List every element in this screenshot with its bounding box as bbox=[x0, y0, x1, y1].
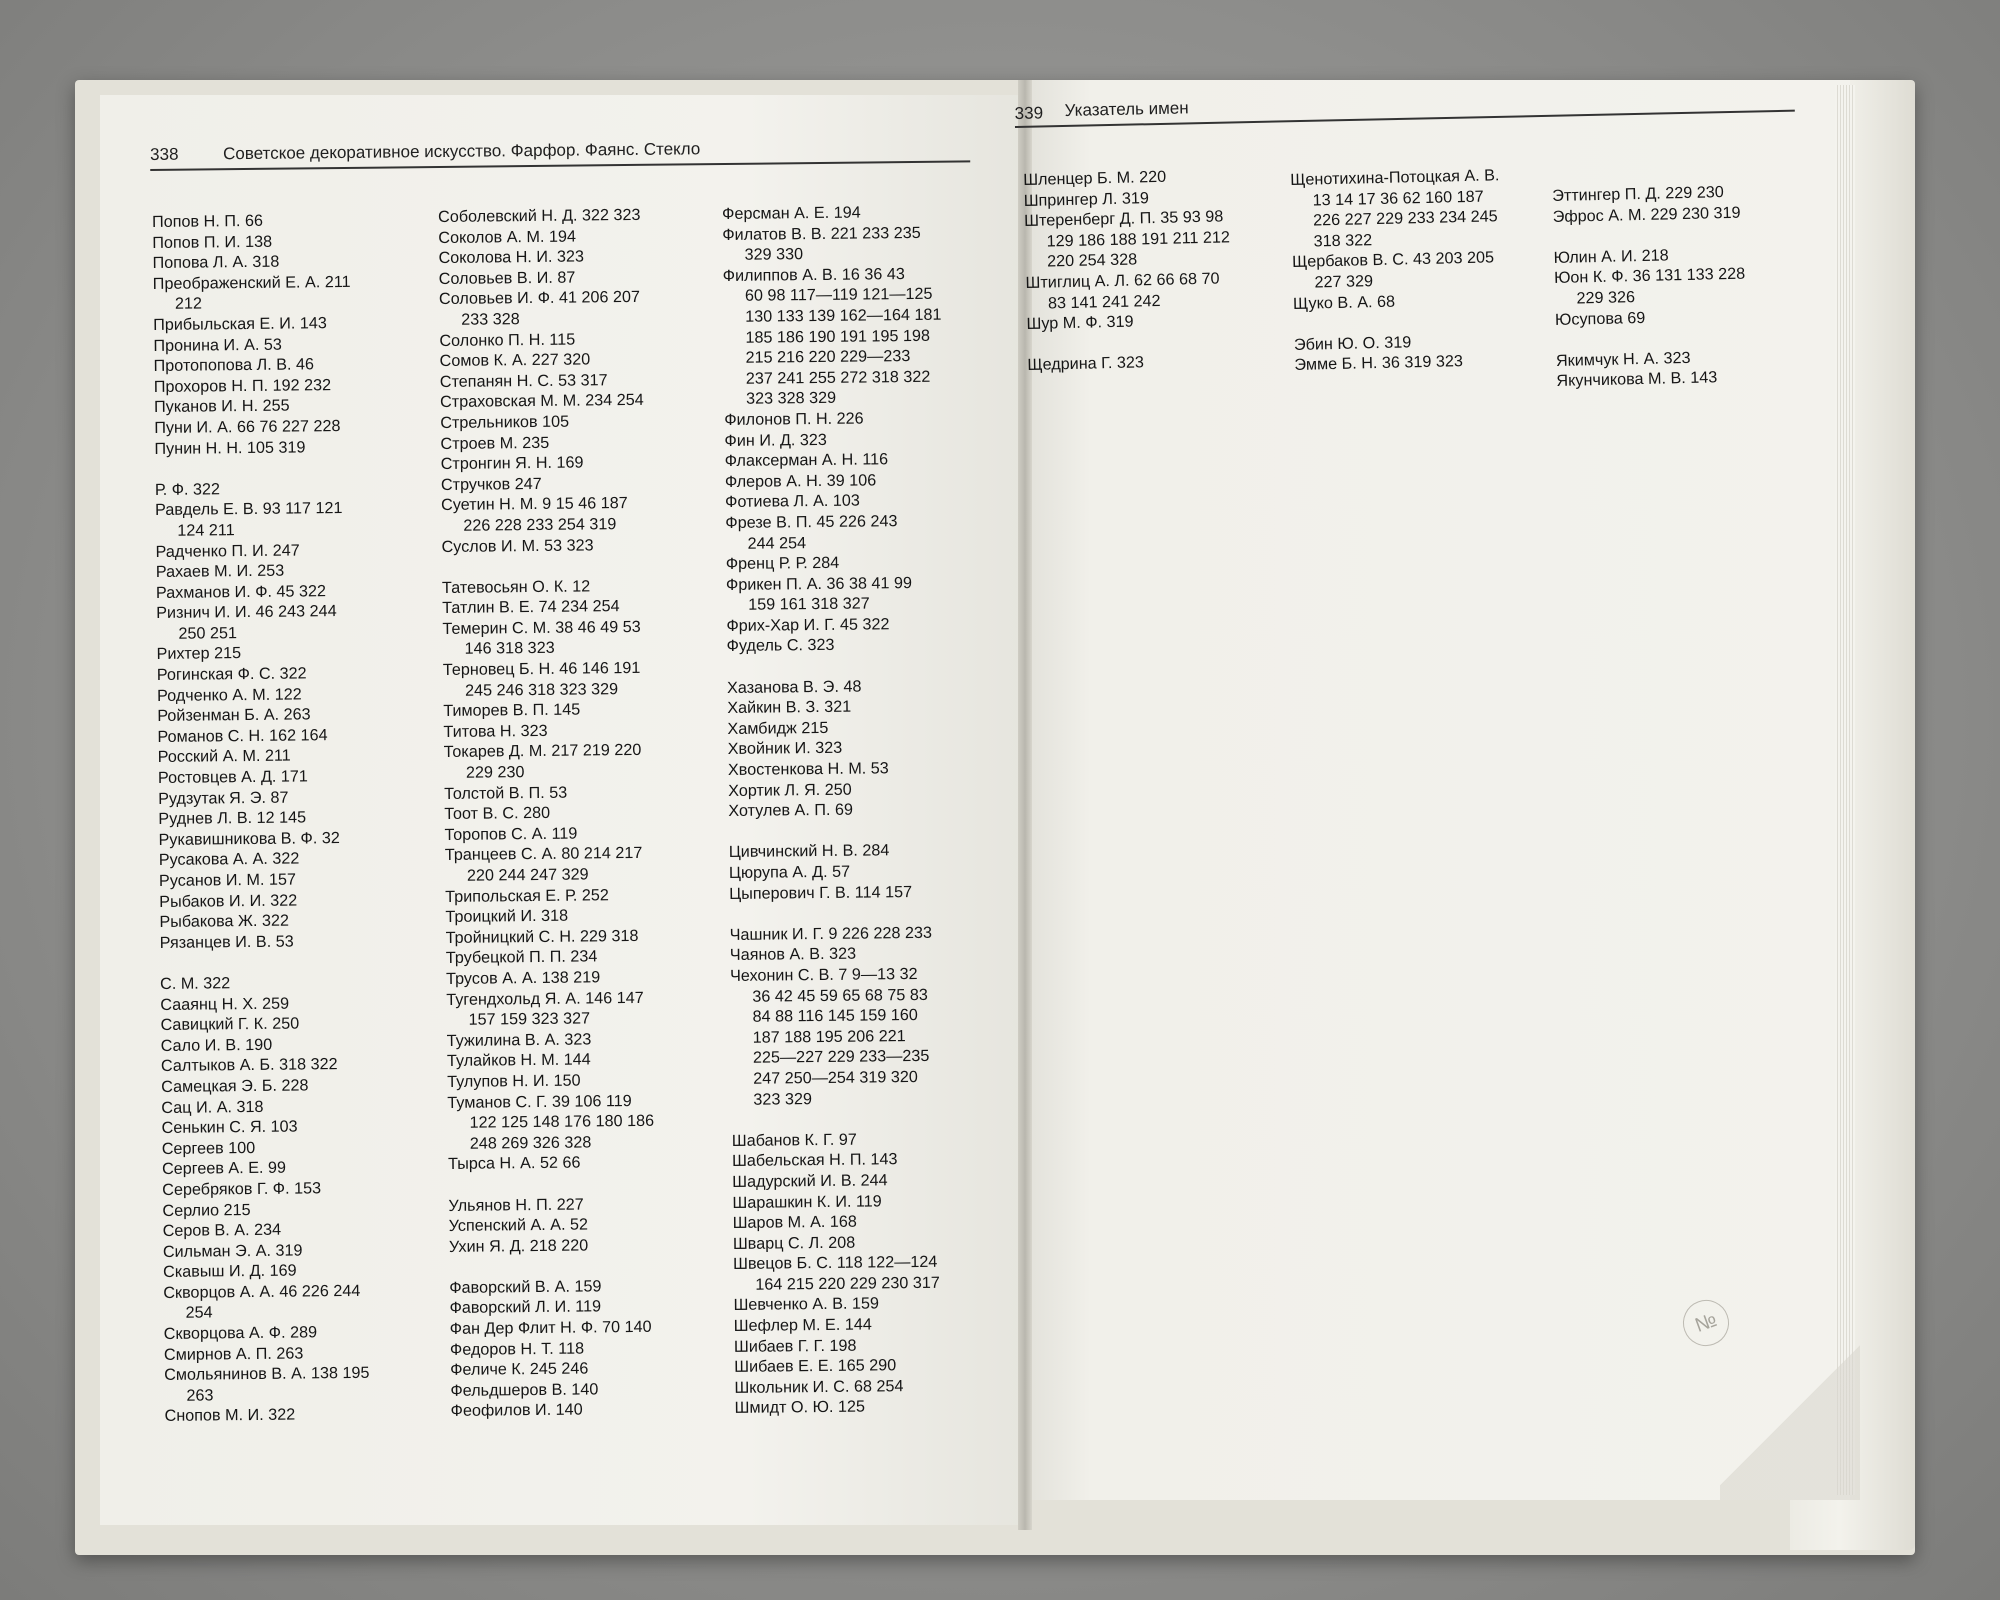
page-corner-curl bbox=[1720, 1330, 1860, 1500]
index-entry-continuation: 130 133 139 162—164 181 bbox=[745, 305, 942, 326]
library-stamp: № bbox=[1677, 1294, 1736, 1353]
index-entry: Шабанов К. Г. 97 bbox=[731, 1130, 857, 1150]
index-entry: Сергеев 100 bbox=[161, 1138, 256, 1158]
left-index-column-3 bbox=[722, 202, 953, 1419]
index-entry: Татевосьян О. К. 12 bbox=[441, 577, 591, 597]
index-entry: Фрих-Хар И. Г. 45 322 bbox=[726, 615, 890, 635]
index-entry: Тулайков Н. М. 144 bbox=[446, 1050, 591, 1071]
index-entry: Цюрупа А. Д. 57 bbox=[728, 862, 851, 882]
index-entry: Попов Н. П. 66 bbox=[152, 211, 264, 231]
index-entry: Якимчук Н. А. 323 bbox=[1555, 348, 1691, 370]
index-entry-continuation: 244 254 bbox=[747, 533, 807, 553]
index-entry-continuation: 13 14 17 36 62 160 187 bbox=[1312, 187, 1484, 210]
index-entry: Сац И. А. 318 bbox=[161, 1097, 264, 1117]
index-entry-continuation: 318 322 bbox=[1313, 230, 1373, 251]
index-entry: Штеренберг Д. П. 35 93 98 bbox=[1023, 207, 1224, 231]
index-entry: Швецов Б. С. 118 122—124 bbox=[733, 1253, 938, 1274]
index-entry-continuation: 157 159 323 327 bbox=[468, 1009, 591, 1029]
index-entry: Шварц С. Л. 208 bbox=[732, 1233, 856, 1253]
index-entry: Рязанцев И. В. 53 bbox=[159, 932, 294, 952]
index-entry: Фаворский Л. И. 119 bbox=[449, 1297, 602, 1318]
index-entry: Серебряков Г. Ф. 153 bbox=[162, 1179, 322, 1199]
index-entry: Степанян Н. С. 53 317 bbox=[439, 370, 608, 391]
index-entry: Тройницкий С. Н. 229 318 bbox=[445, 926, 639, 947]
index-entry: Рукавишникова В. Ф. 32 bbox=[158, 828, 340, 849]
index-entry: Юлин А. И. 218 bbox=[1553, 246, 1669, 267]
index-entry: Стручков 247 bbox=[440, 474, 542, 494]
index-entry-continuation: 250 251 bbox=[178, 624, 238, 643]
index-entry: Соколова Н. И. 323 bbox=[438, 247, 585, 268]
index-entry: Фан Дер Флит Н. Ф. 70 140 bbox=[449, 1317, 652, 1339]
index-entry-continuation: 187 188 195 206 221 bbox=[752, 1026, 906, 1047]
index-entry: Трусов А. А. 138 219 bbox=[445, 968, 601, 988]
index-entry: Пуканов И. Н. 255 bbox=[153, 396, 290, 417]
index-entry: Тоот В. С. 280 bbox=[444, 804, 551, 824]
left-index-column-1 bbox=[152, 210, 370, 1427]
index-entry: Транцеев С. А. 80 214 217 bbox=[444, 844, 643, 865]
index-entry-continuation: 83 141 241 242 bbox=[1047, 291, 1161, 313]
index-entry: Тырса Н. А. 52 66 bbox=[447, 1153, 581, 1174]
index-entry: Тиморев В. П. 145 bbox=[443, 700, 581, 721]
index-entry: Толстой В. П. 53 bbox=[444, 783, 568, 803]
index-entry: Рыбаков И. И. 322 bbox=[159, 891, 298, 911]
index-entry: Скавыш И. Д. 169 bbox=[163, 1261, 297, 1282]
index-entry-continuation: 227 329 bbox=[1314, 272, 1374, 292]
index-entry: Руднев Л. В. 12 145 bbox=[158, 808, 307, 829]
index-entry: Шленцер Б. М. 220 bbox=[1023, 167, 1167, 189]
index-entry: Филатов В. В. 221 233 235 bbox=[722, 223, 921, 244]
index-entry: Романов С. Н. 162 164 bbox=[157, 726, 328, 746]
index-entry: Росский А. М. 211 bbox=[157, 747, 291, 767]
index-entry: Скворцова А. Ф. 289 bbox=[163, 1323, 318, 1344]
index-entry: Фрезе В. П. 45 226 243 bbox=[725, 512, 898, 532]
index-entry: Феофилов И. 140 bbox=[450, 1400, 583, 1421]
index-entry: Серлио 215 bbox=[162, 1200, 251, 1220]
index-entry: Фаворский В. А. 159 bbox=[449, 1277, 602, 1297]
index-entry: Флеров А. Н. 39 106 bbox=[724, 471, 877, 491]
index-entry: Штиглиц А. Л. 62 66 68 70 bbox=[1025, 269, 1220, 292]
index-entry: Торопов С. А. 119 bbox=[444, 824, 578, 844]
index-entry: Троицкий И. 318 bbox=[445, 906, 569, 927]
index-entry: Пунин Н. Н. 105 319 bbox=[154, 437, 306, 458]
right-index-column-1 bbox=[1023, 165, 1233, 376]
index-entry-continuation: 36 42 45 59 65 68 75 83 bbox=[752, 985, 928, 1006]
index-entry: Фельдшеров В. 140 bbox=[450, 1380, 599, 1400]
index-entry-continuation: 146 318 323 bbox=[464, 639, 555, 659]
index-entry: Фин И. Д. 323 bbox=[724, 430, 827, 450]
index-entry: Русакова А. А. 322 bbox=[158, 849, 300, 870]
index-entry: Трубецкой П. П. 234 bbox=[445, 947, 598, 968]
index-entry: Татлин В. Е. 74 234 254 bbox=[442, 597, 620, 618]
index-entry: Шпрингер Л. 319 bbox=[1023, 188, 1150, 210]
index-entry-continuation: 185 186 190 191 195 198 bbox=[745, 326, 931, 347]
index-entry-continuation: 323 328 329 bbox=[745, 389, 837, 409]
index-entry: Чаянов А. В. 323 bbox=[729, 945, 857, 965]
index-entry: Хотулев А. П. 69 bbox=[728, 800, 854, 821]
index-entry: Титова Н. 323 bbox=[443, 721, 548, 741]
index-entry-continuation: 245 246 318 323 329 bbox=[464, 679, 619, 700]
index-entry-continuation: 248 269 326 328 bbox=[469, 1133, 592, 1153]
index-entry: Шефлер М. Е. 144 bbox=[733, 1315, 872, 1336]
index-entry: Салтыков А. Б. 318 322 bbox=[160, 1055, 338, 1076]
index-entry: Рахаев М. И. 253 bbox=[155, 561, 285, 582]
index-entry: Ростовцев А. Д. 171 bbox=[157, 767, 308, 787]
index-entry: Хвойник И. 323 bbox=[727, 739, 843, 759]
index-entry: Шабельская Н. П. 143 bbox=[731, 1150, 898, 1171]
index-entry: Шмидт О. Ю. 125 bbox=[734, 1398, 866, 1418]
index-entry: Юон К. Ф. 36 131 133 228 bbox=[1553, 265, 1746, 288]
index-entry: Эфрос А. М. 229 230 319 bbox=[1552, 203, 1741, 226]
index-entry: Щуко В. А. 68 bbox=[1292, 292, 1396, 313]
index-entry-continuation: 159 161 318 327 bbox=[748, 594, 870, 615]
index-entry-continuation: 124 211 bbox=[177, 521, 235, 540]
index-entry: Тулупов Н. И. 150 bbox=[447, 1071, 581, 1091]
index-entry: Суетин Н. М. 9 15 46 187 bbox=[441, 494, 628, 515]
index-entry-continuation: 323 329 bbox=[753, 1089, 812, 1109]
index-entry: Сенькин С. Я. 103 bbox=[161, 1117, 298, 1138]
index-entry: Флаксерман А. Н. 116 bbox=[724, 450, 889, 471]
right-page-number: 339 bbox=[1014, 103, 1044, 124]
index-entry: Хортик Л. Я. 250 bbox=[728, 780, 852, 800]
index-entry: Фудель С. 323 bbox=[726, 636, 835, 656]
index-entry: Якунчикова М. В. 143 bbox=[1556, 368, 1718, 391]
index-entry: Р. Ф. 322 bbox=[154, 480, 221, 499]
index-entry: Шарашкин К. И. 119 bbox=[732, 1191, 882, 1212]
index-entry: Сомов К. А. 227 320 bbox=[439, 350, 591, 371]
right-index-column-3 bbox=[1552, 182, 1748, 392]
index-entry-continuation: 247 250—254 319 320 bbox=[753, 1067, 918, 1088]
index-entry: Прохоров Н. П. 192 232 bbox=[153, 375, 332, 396]
index-entry: Радченко П. И. 247 bbox=[155, 540, 300, 561]
index-entry: Темерин С. М. 38 46 49 53 bbox=[442, 617, 641, 638]
index-entry-continuation: 237 241 255 272 318 322 bbox=[745, 367, 931, 388]
index-entry-continuation: 233 328 bbox=[461, 310, 520, 329]
index-entry: Филиппов А. В. 16 36 43 bbox=[722, 264, 905, 285]
index-entry: Чехонин С. В. 7 9—13 32 bbox=[729, 964, 918, 985]
index-entry: Тугендхольд Я. А. 146 147 bbox=[446, 988, 644, 1009]
index-entry: Рогинская Ф. С. 322 bbox=[156, 664, 307, 685]
index-entry: Федоров Н. Т. 118 bbox=[449, 1339, 585, 1359]
index-entry: Френц Р. Р. 284 bbox=[725, 553, 840, 574]
index-entry: Токарев Д. М. 217 219 220 bbox=[443, 741, 642, 762]
index-entry: Цыперович Г. В. 114 157 bbox=[729, 882, 913, 903]
left-index-column-2 bbox=[438, 205, 657, 1422]
index-entry: Попов П. И. 138 bbox=[152, 232, 273, 252]
index-entry: Трипольская Е. Р. 252 bbox=[445, 885, 609, 906]
right-page-running-title: Указатель имен bbox=[1064, 98, 1189, 120]
index-entry: Шаров М. А. 168 bbox=[732, 1212, 857, 1233]
index-entry: Солонко П. Н. 115 bbox=[439, 330, 576, 350]
index-entry: Соколов А. М. 194 bbox=[438, 227, 577, 247]
index-entry: Юсупова 69 bbox=[1554, 308, 1646, 329]
index-entry: Преображенский Е. А. 211 bbox=[152, 272, 351, 293]
index-entry: Щербаков В. С. 43 203 205 bbox=[1291, 248, 1495, 272]
index-entry: Самецкая Э. Б. 228 bbox=[161, 1076, 309, 1096]
index-gap bbox=[449, 1255, 656, 1278]
index-gap bbox=[160, 951, 365, 974]
index-entry: Цивчинский Н. В. 284 bbox=[728, 841, 890, 862]
index-entry-continuation: 84 88 116 145 159 160 bbox=[752, 1006, 918, 1026]
index-entry: Русанов И. М. 157 bbox=[158, 870, 297, 890]
index-entry: Ульянов Н. П. 227 bbox=[448, 1195, 584, 1215]
index-entry: Стронгин Я. Н. 169 bbox=[440, 453, 584, 474]
index-entry: Савицкий Г. К. 250 bbox=[160, 1014, 300, 1035]
index-entry: Страховская М. М. 234 254 bbox=[439, 391, 644, 412]
index-entry: Эттингер П. Д. 229 230 bbox=[1552, 183, 1724, 205]
index-entry-continuation: 229 326 bbox=[1576, 288, 1636, 308]
index-gap bbox=[731, 1108, 949, 1131]
index-entry: Смирнов А. П. 263 bbox=[163, 1344, 304, 1364]
index-gap bbox=[448, 1173, 655, 1196]
index-entry: Чашник И. Г. 9 226 228 233 bbox=[729, 923, 933, 944]
index-entry: Рыбакова Ж. 322 bbox=[159, 911, 289, 932]
index-entry: Рахманов И. Ф. 45 322 bbox=[155, 581, 327, 602]
index-entry: Филонов П. Н. 226 bbox=[724, 409, 864, 429]
index-entry: Шевченко А. В. 159 bbox=[733, 1294, 880, 1315]
page-edges bbox=[1835, 85, 1855, 1495]
right-index-column-2 bbox=[1290, 165, 1504, 376]
index-entry-continuation: 220 254 328 bbox=[1046, 250, 1138, 271]
index-entry: Ройзенман Б. А. 263 bbox=[157, 705, 311, 726]
index-entry: Пуни И. А. 66 76 227 228 bbox=[154, 416, 341, 437]
index-entry-continuation: 226 227 229 233 234 245 bbox=[1312, 207, 1498, 230]
index-entry: Соловьев И. Ф. 41 206 207 bbox=[438, 288, 641, 309]
index-entry-continuation: 129 186 188 191 211 212 bbox=[1046, 228, 1231, 251]
index-entry: Суслов И. М. 53 323 bbox=[441, 535, 594, 556]
index-entry: Фрикен П. А. 36 38 41 99 bbox=[725, 573, 913, 594]
index-entry: Хазанова В. Э. 48 bbox=[726, 677, 862, 697]
index-entry: Серов В. А. 234 bbox=[162, 1220, 282, 1241]
index-entry-continuation: 329 330 bbox=[744, 245, 804, 264]
index-entry: Снопов М. И. 322 bbox=[164, 1406, 296, 1426]
index-entry: Попова Л. А. 318 bbox=[152, 252, 280, 273]
index-entry: Хамбидж 215 bbox=[727, 718, 829, 738]
index-entry: Успенский А. А. 52 bbox=[448, 1215, 589, 1236]
index-gap bbox=[728, 819, 946, 842]
index-gap bbox=[727, 655, 945, 678]
index-entry-continuation: 60 98 117—119 121—125 bbox=[744, 285, 933, 306]
index-entry: Шибаев Е. Е. 165 290 bbox=[734, 1356, 897, 1377]
index-entry: Строев М. 235 bbox=[440, 433, 550, 453]
index-entry: Скворцов А. А. 46 226 244 bbox=[163, 1281, 361, 1302]
index-gap bbox=[729, 902, 947, 925]
index-entry: Пронина И. А. 53 bbox=[153, 335, 282, 355]
index-entry: Смольянинов В. А. 138 195 bbox=[164, 1364, 370, 1385]
index-entry-continuation: 220 244 247 329 bbox=[466, 865, 589, 885]
index-entry: Соболевский Н. Д. 322 323 bbox=[438, 205, 641, 226]
index-entry: Школьник И. С. 68 254 bbox=[734, 1377, 904, 1397]
index-entry: Шадурский И. В. 244 bbox=[732, 1171, 888, 1191]
index-entry: Сааянц Н. Х. 259 bbox=[160, 994, 290, 1014]
left-page-number: 338 bbox=[150, 144, 179, 164]
index-entry: Сергеев А. Е. 99 bbox=[161, 1158, 287, 1179]
index-entry-continuation: 212 bbox=[174, 294, 203, 314]
index-entry: Родченко А. М. 122 bbox=[156, 685, 302, 705]
index-entry: Сало И. В. 190 bbox=[160, 1035, 273, 1055]
index-entry: Щенотихина-Потоцкая А. В. bbox=[1290, 166, 1500, 189]
index-gap bbox=[155, 457, 360, 480]
index-entry: Равдель Е. В. 93 117 121 bbox=[155, 499, 343, 520]
index-entry: Щедрина Г. 323 bbox=[1027, 353, 1145, 375]
index-entry: Фотиева Л. А. 103 bbox=[725, 491, 860, 512]
index-entry: Стрельников 105 bbox=[440, 412, 570, 432]
index-entry: Шибаев Г. Г. 198 bbox=[733, 1336, 857, 1356]
index-entry: Сильман Э. А. 319 bbox=[162, 1241, 303, 1261]
index-entry: Тужилина В. А. 323 bbox=[446, 1030, 592, 1050]
index-entry: Рудзутак Я. Э. 87 bbox=[158, 788, 289, 808]
index-entry-continuation: 226 228 233 254 319 bbox=[463, 515, 617, 535]
index-entry: Протопопова Л. В. 46 bbox=[153, 355, 315, 376]
index-entry: Прибыльская Е. И. 143 bbox=[153, 314, 327, 334]
index-entry: Шур М. Ф. 319 bbox=[1026, 312, 1134, 334]
index-entry-continuation: 122 125 148 176 180 186 bbox=[469, 1111, 655, 1132]
index-entry-continuation: 164 215 220 229 230 317 bbox=[755, 1273, 940, 1294]
index-entry: Эбин Ю. О. 319 bbox=[1293, 333, 1412, 354]
index-entry-continuation: 215 216 220 229—233 bbox=[745, 347, 911, 367]
index-entry: Ризнич И. И. 46 243 244 bbox=[156, 602, 337, 623]
index-entry: Эмме Б. Н. 36 319 323 bbox=[1294, 352, 1464, 375]
index-entry-continuation: 225—227 229 233—235 bbox=[752, 1047, 930, 1068]
index-entry-continuation: 254 bbox=[185, 1303, 213, 1323]
index-entry: Терновец Б. Н. 46 146 191 bbox=[442, 658, 641, 680]
index-entry: Рихтер 215 bbox=[156, 644, 242, 664]
index-entry: Хайкин В. З. 321 bbox=[727, 697, 852, 718]
index-entry: С. М. 322 bbox=[159, 974, 231, 993]
index-entry-continuation: 263 bbox=[186, 1386, 214, 1405]
index-entry: Хвостенкова Н. М. 53 bbox=[727, 759, 889, 779]
index-entry: Феличе К. 245 246 bbox=[450, 1359, 589, 1380]
index-entry: Ухин Я. Д. 218 220 bbox=[448, 1236, 589, 1256]
index-entry: Соловьев В. И. 87 bbox=[438, 268, 576, 288]
index-entry-continuation: 229 230 bbox=[465, 763, 525, 782]
index-entry: Туманов С. Г. 39 106 119 bbox=[447, 1091, 632, 1112]
left-page-running-title: Советское декоративное искусство. Фарфор. Фаянс. Стекло bbox=[222, 139, 701, 164]
index-gap bbox=[442, 555, 649, 578]
index-entry: Ферсман А. Е. 194 bbox=[722, 203, 861, 223]
